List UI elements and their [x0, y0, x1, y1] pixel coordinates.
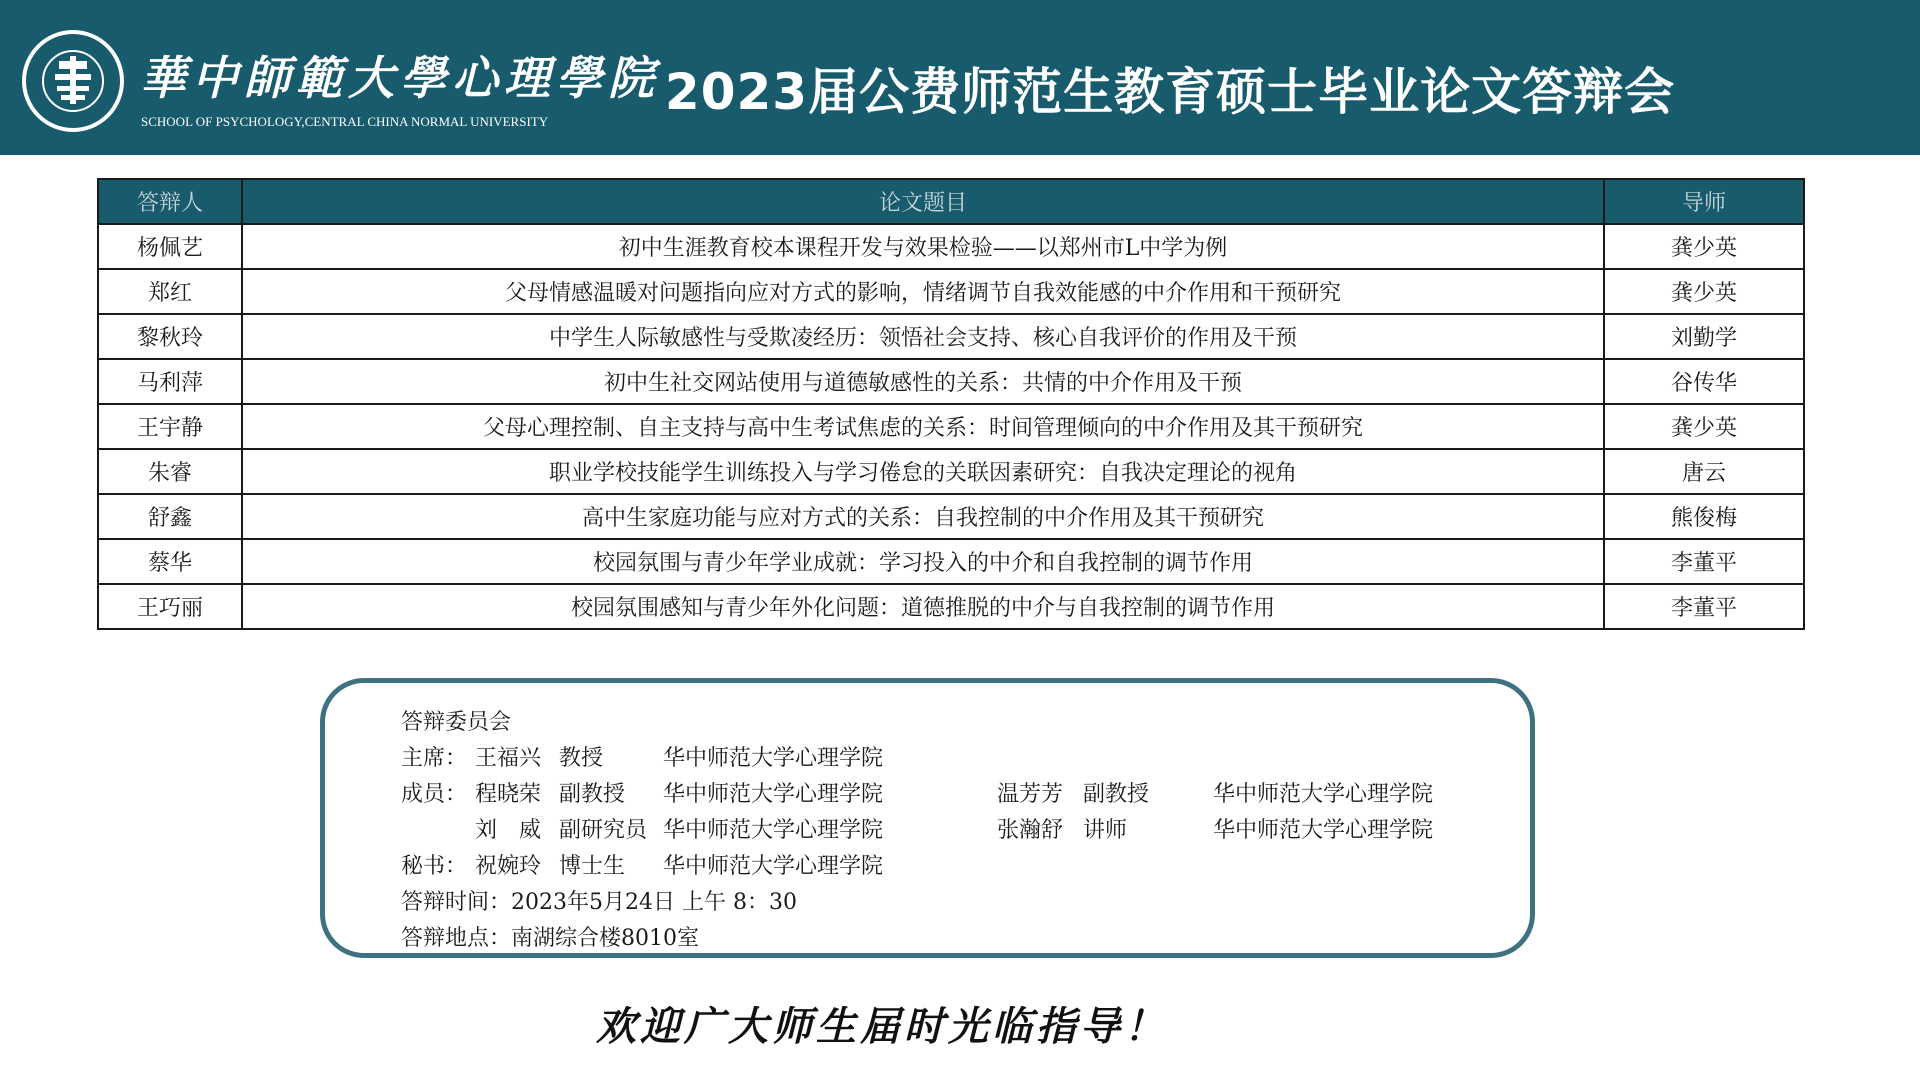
member-name: 程晓荣 [475, 782, 542, 807]
thesis-title: 初中生社交网站使用与道德敏感性的关系：共情的中介作用及干预 [242, 359, 1604, 404]
table-row [98, 224, 1804, 269]
advisor-name: 李董平 [1604, 539, 1804, 584]
committee-heading: 答辩委员会 [401, 710, 512, 735]
committee-box [320, 678, 1535, 958]
seal-graphic [26, 34, 120, 128]
member-name: 温芳芳 [997, 782, 1064, 807]
school-logo-chinese: 華中師範大學心理學院 [140, 51, 660, 105]
table-row [98, 269, 1804, 314]
school-logo-english: SCHOOL OF PSYCHOLOGY,CENTRAL CHINA NORMAL UNIVERSITY [141, 114, 549, 129]
thesis-title: 父母情感温暖对问题指向应对方式的影响，情绪调节自我效能感的中介作用和干预研究 [242, 269, 1604, 314]
member-org: 华中师范大学心理学院 [1213, 818, 1434, 843]
header-advisor: 导师 [1604, 179, 1804, 224]
advisor-name: 李董平 [1604, 584, 1804, 629]
advisor-name: 唐云 [1604, 449, 1804, 494]
welcome-message: 欢迎广大师生届时光临指导！ [596, 1003, 1168, 1050]
header-band [0, 0, 1920, 155]
secretary-org: 华中师范大学心理学院 [663, 854, 884, 879]
member-title: 副教授 [1083, 782, 1150, 807]
member-org: 华中师范大学心理学院 [663, 782, 884, 807]
member-title: 副教授 [559, 782, 626, 807]
advisor-name: 龚少英 [1604, 224, 1804, 269]
table-row [98, 584, 1804, 629]
page-title: 2023届公费师范生教育硕士毕业论文答辩会 [664, 63, 1676, 121]
defender-name: 蔡华 [98, 539, 242, 584]
thesis-title: 高中生家庭功能与应对方式的关系：自我控制的中介作用及其干预研究 [242, 494, 1604, 539]
chair-label: 主席： [401, 746, 468, 771]
advisor-name: 龚少英 [1604, 404, 1804, 449]
table-row [98, 449, 1804, 494]
member-title: 讲师 [1083, 818, 1128, 843]
table-header-row [98, 179, 1804, 224]
defender-name: 杨佩艺 [98, 224, 242, 269]
defender-name: 朱睿 [98, 449, 242, 494]
defense-time: 答辩时间：2023年5月24日 上午 8：30 [401, 890, 797, 915]
secretary-label: 秘书： [401, 854, 468, 879]
header-thesis-title: 论文题目 [242, 179, 1604, 224]
member-org: 华中师范大学心理学院 [1213, 782, 1434, 807]
defender-name: 郑红 [98, 269, 242, 314]
advisor-name: 龚少英 [1604, 269, 1804, 314]
member-name: 张瀚舒 [997, 818, 1064, 843]
secretary-title: 博士生 [559, 854, 626, 879]
member-org: 华中师范大学心理学院 [663, 818, 884, 843]
header-defender: 答辩人 [98, 179, 242, 224]
defender-name: 王巧丽 [98, 584, 242, 629]
thesis-title: 中学生人际敏感性与受欺凌经历：领悟社会支持、核心自我评价的作用及干预 [242, 314, 1604, 359]
table-row [98, 494, 1804, 539]
thesis-table [97, 178, 1805, 630]
table-row [98, 359, 1804, 404]
members-label: 成员： [401, 782, 468, 807]
chair-name: 王福兴 [475, 746, 542, 771]
thesis-title: 职业学校技能学生训练投入与学习倦怠的关联因素研究：自我决定理论的视角 [242, 449, 1604, 494]
advisor-name: 熊俊梅 [1604, 494, 1804, 539]
defender-name: 黎秋玲 [98, 314, 242, 359]
advisor-name: 谷传华 [1604, 359, 1804, 404]
defense-place: 答辩地点：南湖综合楼8010室 [401, 926, 699, 951]
member-title: 副研究员 [559, 818, 648, 843]
thesis-title: 校园氛围与青少年学业成就：学习投入的中介和自我控制的调节作用 [242, 539, 1604, 584]
thesis-table-container [97, 178, 1801, 630]
thesis-title: 校园氛围感知与青少年外化问题：道德推脱的中介与自我控制的调节作用 [242, 584, 1604, 629]
advisor-name: 刘勤学 [1604, 314, 1804, 359]
defender-name: 王宇静 [98, 404, 242, 449]
thesis-title: 父母心理控制、自主支持与高中生考试焦虑的关系：时间管理倾向的中介作用及其干预研究 [242, 404, 1604, 449]
table-row [98, 539, 1804, 584]
defender-name: 马利萍 [98, 359, 242, 404]
secretary-name: 祝婉玲 [475, 854, 542, 879]
table-row [98, 314, 1804, 359]
chair-title: 教授 [559, 746, 604, 771]
thesis-title: 初中生涯教育校本课程开发与效果检验——以郑州市L中学为例 [242, 224, 1604, 269]
table-row [98, 404, 1804, 449]
defender-name: 舒鑫 [98, 494, 242, 539]
member-name: 刘 威 [475, 818, 542, 843]
university-seal-icon [22, 30, 124, 132]
chair-org: 华中师范大学心理学院 [663, 746, 884, 771]
